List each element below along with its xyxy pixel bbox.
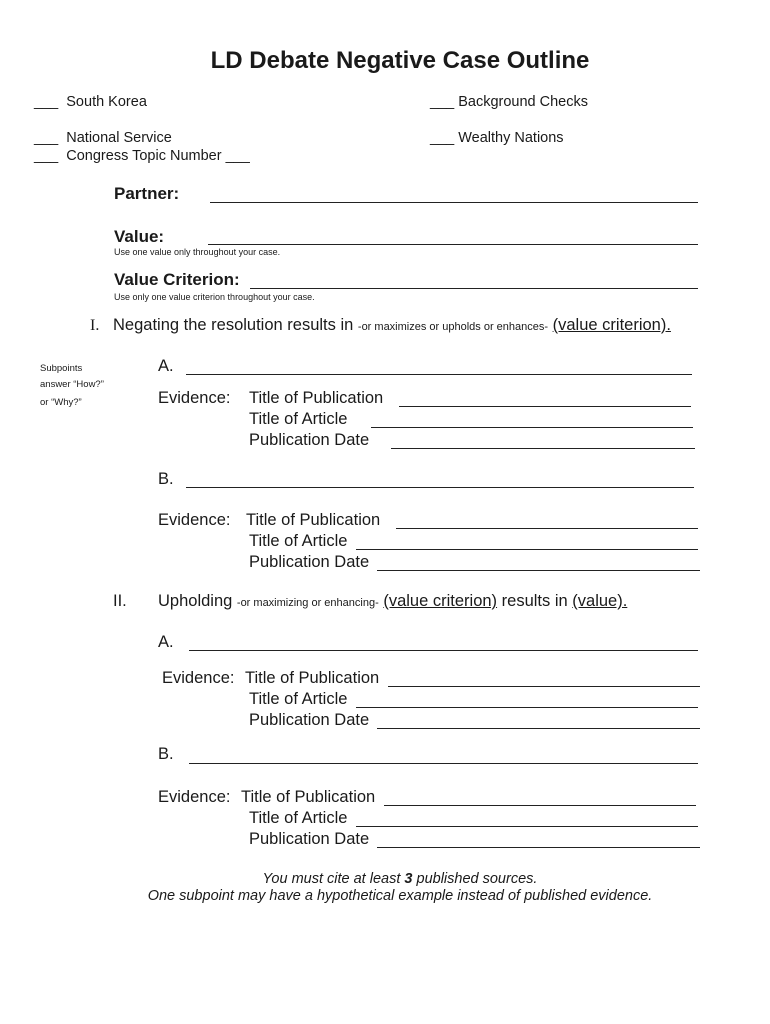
page-title: LD Debate Negative Case Outline [210, 47, 590, 74]
publication-label: Title of Publication [249, 389, 384, 407]
topic-wealthy-nations[interactable] [430, 130, 564, 146]
checkbox-blank[interactable]: ___ [34, 94, 59, 110]
checkbox-blank[interactable]: ___ [430, 130, 455, 146]
date-field[interactable] [377, 728, 700, 729]
date-field[interactable] [391, 448, 695, 449]
date-label: Publication Date [249, 553, 370, 571]
evidence-label: Evidence: [158, 389, 231, 407]
criterion-field[interactable] [250, 288, 698, 289]
subpoint-2a-field[interactable] [189, 650, 698, 651]
subpoint-2b-label: B. [158, 745, 174, 763]
checkbox-blank[interactable]: ___ [34, 130, 59, 146]
footer-number: 3 [404, 871, 413, 887]
sidebar-line-2: answer “How?” [40, 379, 104, 390]
article-field[interactable] [356, 826, 698, 827]
section-2-numeral: II. [113, 592, 127, 610]
evidence-label: Evidence: [158, 511, 231, 529]
publication-field[interactable] [399, 406, 691, 407]
article-field[interactable] [356, 549, 698, 550]
publication-label: Title of Publication [241, 788, 376, 806]
topic-congress[interactable] [34, 148, 250, 164]
sidebar-line-1: Subpoints [40, 363, 83, 374]
publication-label: Title of Publication [245, 669, 380, 687]
evidence-label: Evidence: [162, 669, 235, 687]
criterion-label: Value Criterion: [114, 270, 240, 289]
section-2-alt: -or maximizing or enhancing- [236, 597, 379, 609]
article-label: Title of Article [249, 532, 348, 550]
subpoint-1a-label: A. [158, 357, 174, 375]
footer-pre: You must cite at least [262, 871, 401, 887]
publication-field[interactable] [396, 528, 698, 529]
section-2-end: (value). [572, 592, 628, 610]
topic-label: National Service [66, 130, 172, 146]
section-2-lead: Upholding [158, 592, 233, 610]
publication-label: Title of Publication [246, 511, 381, 529]
date-field[interactable] [377, 570, 700, 571]
footer-line-1 [0, 871, 770, 887]
value-field[interactable] [208, 244, 698, 245]
sidebar-line-3: or “Why?” [40, 397, 82, 408]
date-label: Publication Date [249, 830, 370, 848]
topic-south-korea[interactable] [34, 94, 147, 110]
date-label: Publication Date [249, 711, 370, 729]
section-2-heading [158, 592, 627, 611]
article-label: Title of Article [249, 410, 348, 428]
section-1-end: (value criterion). [552, 316, 671, 334]
partner-field[interactable] [210, 202, 698, 203]
section-2-mid: results in [501, 592, 568, 610]
subpoint-2a-label: A. [158, 633, 174, 651]
article-field[interactable] [371, 427, 693, 428]
section-1-numeral: I. [90, 317, 100, 334]
article-label: Title of Article [249, 809, 348, 827]
checkbox-blank[interactable]: ___ [430, 94, 455, 110]
publication-field[interactable] [384, 805, 696, 806]
section-1-alt: -or maximizes or upholds or enhances- [357, 321, 549, 333]
publication-field[interactable] [388, 686, 700, 687]
criterion-note: Use only one value criterion throughout your case. [114, 292, 315, 302]
topic-label: Congress Topic Number ___ [66, 148, 250, 164]
topic-label: Background Checks [458, 94, 588, 110]
section-2-vc: (value criterion) [383, 592, 498, 610]
footer-post: published sources. [416, 871, 538, 887]
subpoint-2b-field[interactable] [189, 763, 698, 764]
partner-label: Partner: [114, 184, 180, 203]
article-label: Title of Article [249, 690, 348, 708]
subpoint-1a-field[interactable] [186, 374, 692, 375]
value-label: Value: [114, 227, 165, 246]
section-1-lead: Negating the resolution results in [113, 316, 354, 334]
date-field[interactable] [377, 847, 700, 848]
topic-label: South Korea [66, 94, 147, 110]
topic-label: Wealthy Nations [458, 130, 564, 146]
subpoint-1b-field[interactable] [186, 487, 694, 488]
evidence-label: Evidence: [158, 788, 231, 806]
topic-background-checks[interactable] [430, 94, 588, 110]
section-1-heading [113, 316, 671, 335]
footer-line-2: One subpoint may have a hypothetical example instead of published evidence. [147, 888, 653, 904]
subpoint-1b-label: B. [158, 470, 174, 488]
topic-national-service[interactable] [34, 130, 172, 146]
value-note: Use one value only throughout your case. [114, 247, 281, 257]
article-field[interactable] [356, 707, 698, 708]
date-label: Publication Date [249, 431, 370, 449]
checkbox-blank[interactable]: ___ [34, 148, 59, 164]
sidebar-note [40, 361, 104, 411]
